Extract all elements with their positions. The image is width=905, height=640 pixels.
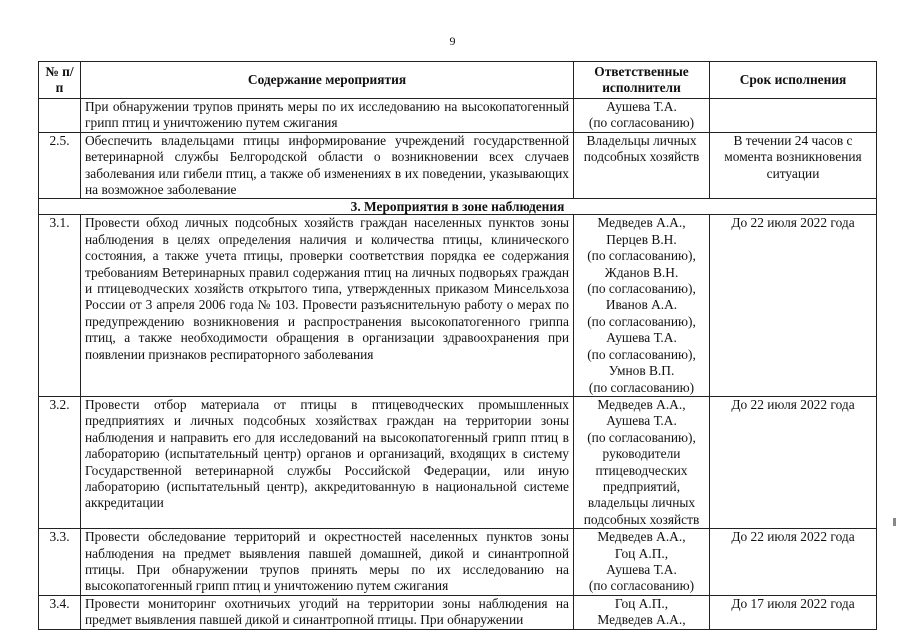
responsible-line: Иванов А.А. bbox=[605, 297, 678, 313]
responsible-line: подсобных хозяйств bbox=[583, 511, 700, 527]
row-deadline: До 17 июля 2022 года bbox=[710, 595, 877, 629]
responsible-line: Владельцы личных bbox=[586, 132, 697, 148]
section-title: 3. Мероприятия в зоне наблюдения bbox=[39, 199, 877, 215]
row-number: 3.2. bbox=[39, 396, 81, 528]
responsible-line: владельцы личных bbox=[587, 495, 696, 511]
row-number: 3.3. bbox=[39, 529, 81, 596]
row-content: Провести мониторинг охотничьих угодий на территории зоны наблюдения на предмет выявления павшей дикой и синантропной птицы. При обнаружении bbox=[81, 595, 574, 629]
table-row bbox=[39, 595, 877, 629]
responsible-line: (по согласованию), bbox=[587, 346, 696, 362]
responsible-line: (по согласованию), bbox=[587, 281, 696, 297]
responsible-line: (по согласованию) bbox=[588, 115, 695, 131]
row-number: 3.1. bbox=[39, 215, 81, 396]
responsible-line: Медведев А.А., bbox=[597, 612, 686, 628]
row-content: Провести обход личных подсобных хозяйств граждан населенных пунктов зоны наблюдения в целях определения наличия и количества птицы, клинического состояния, а также учета птицы, проверки соответствия порядка ее содержания требованиям Ветеринарных правил содержания птиц на личных подворьях граждан и птицеводческих хозяйств открытого типа, утвержденных приказом Минсельхоза России от 3 апреля 2006 года № 103. Провести разъяснительную работу о мерах по предупреждению возникновения и распространения высокопатогенного гриппа птиц, а также необходимости обращения в организации здравоохранения при появлении признаков респираторного заболевания bbox=[81, 215, 574, 396]
responsible-line: (по согласованию), bbox=[587, 248, 696, 264]
row-number: 2.5. bbox=[39, 132, 81, 199]
row-content: Провести обследование территорий и окрестностей населенных пунктов зоны наблюдения на предмет выявления павшей домашней, дикой и синантропной птицы. При обнаружении трупов принять меры по их исследованию на высокопатогенный грипп птиц и уничтожению путем сжигания bbox=[81, 529, 574, 596]
responsible-line: Перцев В.Н. bbox=[606, 231, 677, 247]
row-deadline bbox=[710, 99, 877, 133]
responsible-line: (по согласованию), bbox=[587, 313, 696, 329]
table-row bbox=[39, 396, 877, 528]
responsible-line: Аушева Т.А. bbox=[606, 330, 677, 346]
row-content: При обнаружении трупов принять меры по их исследованию на высокопатогенный грипп птиц и уничтожению путем сжигания bbox=[81, 99, 574, 133]
row-content: Обеспечить владельцами птицы информирование учреждений государственной ветеринарной службы Белгородской области о возникновении всех случаев заболевания или гибели птиц, а также об изменениях в их поведении, указывающих на возможное заболевание bbox=[81, 132, 574, 199]
row-deadline: До 22 июля 2022 года bbox=[710, 396, 877, 528]
responsible-line: Медведев А.А., bbox=[597, 396, 686, 412]
row-responsible bbox=[574, 99, 710, 133]
table-row bbox=[39, 529, 877, 596]
responsible-line: Аушева Т.А. bbox=[606, 561, 677, 577]
header-number: № п/п bbox=[39, 62, 81, 99]
responsible-line: Медведев А.А., bbox=[597, 529, 686, 545]
responsible-line: Гоц А.П., bbox=[614, 545, 669, 561]
table-row bbox=[39, 215, 877, 396]
responsible-line: Медведев А.А., bbox=[597, 215, 686, 231]
header-content: Содержание мероприятия bbox=[81, 62, 574, 99]
section-row bbox=[39, 199, 877, 215]
page-number: 9 bbox=[449, 34, 456, 48]
row-responsible bbox=[574, 215, 710, 396]
responsible-line: (по согласованию) bbox=[588, 578, 695, 594]
row-deadline: До 22 июля 2022 года bbox=[710, 529, 877, 596]
responsible-line: Гоц А.П., bbox=[614, 595, 669, 611]
scan-edge-mark bbox=[893, 518, 896, 526]
row-responsible bbox=[574, 396, 710, 528]
measures-table bbox=[38, 61, 877, 630]
header-responsible: Ответственные исполнители bbox=[574, 62, 710, 99]
responsible-line: (по согласованию) bbox=[588, 379, 695, 395]
row-responsible bbox=[574, 529, 710, 596]
table-row bbox=[39, 99, 877, 133]
row-responsible bbox=[574, 595, 710, 629]
row-deadline: В течении 24 часов с момента возникновения ситуации bbox=[710, 132, 877, 199]
responsible-line: Аушева Т.А. bbox=[606, 413, 677, 429]
table-header-row bbox=[39, 62, 877, 99]
header-deadline: Срок исполнения bbox=[710, 62, 877, 99]
row-number bbox=[39, 99, 81, 133]
responsible-line: подсобных хозяйств bbox=[583, 149, 700, 165]
responsible-line: (по согласованию), bbox=[587, 429, 696, 445]
row-deadline: До 22 июля 2022 года bbox=[710, 215, 877, 396]
responsible-line: Аушева Т.А. bbox=[606, 99, 677, 114]
responsible-line: птицеводческих bbox=[595, 462, 688, 478]
table-row bbox=[39, 132, 877, 199]
row-responsible bbox=[574, 132, 710, 199]
responsible-line: Жданов В.Н. bbox=[604, 264, 679, 280]
row-content: Провести отбор материала от птицы в птицеводческих промышленных предприятиях и личных подсобных хозяйствах граждан на территории зоны наблюдения и направить его для исследований на высокопатогенный грипп птиц в лабораторию (испытательный центр) органов и организаций, входящих в систему Государственной ветеринарной службы Российской Федерации, или иную лабораторию (испытательный центр), аккредитованную в национальной системе аккредитации bbox=[81, 396, 574, 528]
responsible-line: руководители bbox=[602, 446, 681, 462]
row-number: 3.4. bbox=[39, 595, 81, 629]
responsible-line: предприятий, bbox=[602, 478, 681, 494]
responsible-line: Умнов В.П. bbox=[608, 363, 675, 379]
